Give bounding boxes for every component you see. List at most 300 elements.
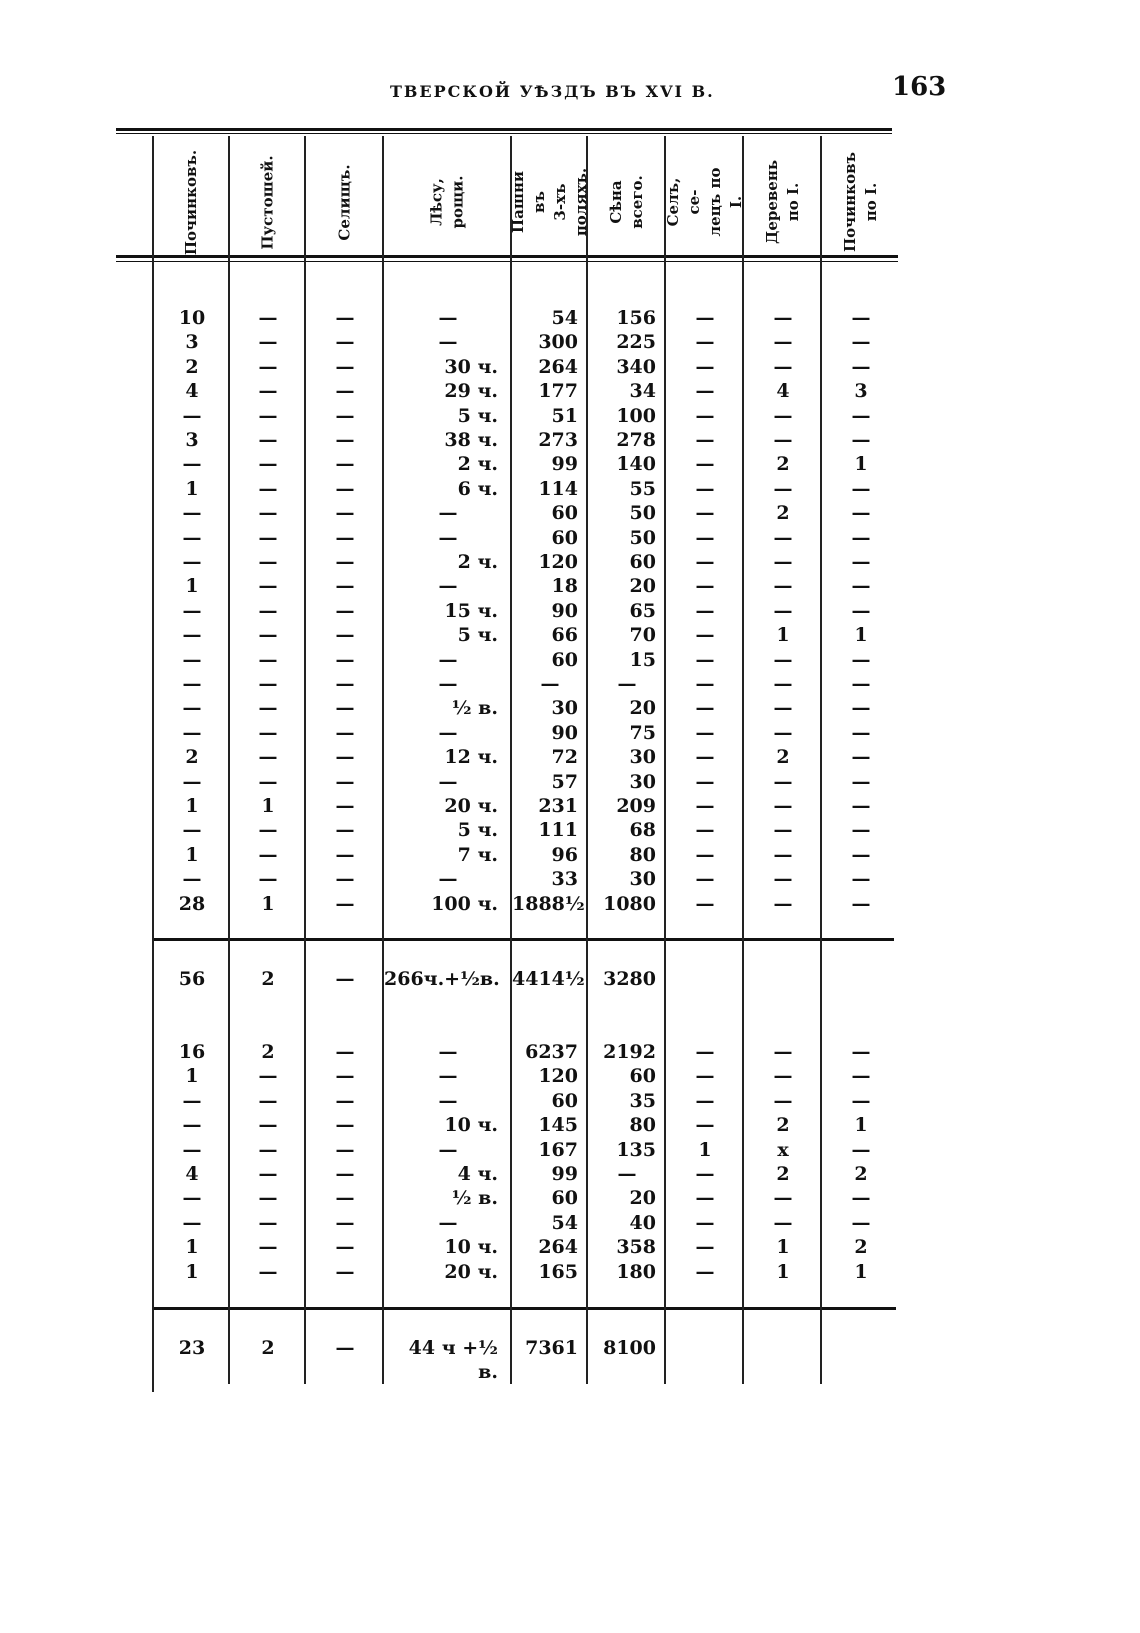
table-cell: 40 xyxy=(629,1211,656,1234)
column-header xyxy=(588,143,666,261)
table-cell: 2 xyxy=(776,453,790,476)
table-cell: — xyxy=(438,502,458,525)
table-cell: 57 xyxy=(551,770,578,793)
table-row xyxy=(154,1260,906,1284)
table-cell: — xyxy=(335,526,355,549)
table-cell: — xyxy=(773,721,793,744)
table-row xyxy=(154,550,906,574)
table-row xyxy=(154,477,906,501)
table-cell: — xyxy=(773,868,793,891)
table-cell: 2 xyxy=(854,1236,868,1259)
table-cell: — xyxy=(258,1236,278,1259)
column-header-label: Селищъ. xyxy=(335,163,354,241)
table-cell: 140 xyxy=(616,453,656,476)
table-cell: — xyxy=(695,307,715,329)
table-cell: — xyxy=(182,453,202,476)
table-row xyxy=(154,355,906,379)
table-cell: — xyxy=(851,1211,871,1234)
table-cell: — xyxy=(182,1187,202,1210)
table-cell: — xyxy=(851,697,871,720)
table-cell: 80 xyxy=(629,843,656,866)
table-cell: — xyxy=(773,892,793,915)
table-row xyxy=(154,672,906,696)
table-cell: — xyxy=(335,673,355,695)
table-cell: — xyxy=(335,843,355,866)
table-cell: 65 xyxy=(629,599,656,622)
table-row xyxy=(154,770,906,794)
table-cell: — xyxy=(438,575,458,598)
table-cell: 4 xyxy=(185,1163,199,1185)
table-row xyxy=(154,843,906,867)
table-cell: 120 xyxy=(538,1065,578,1088)
table-cell: — xyxy=(182,819,202,842)
table-cell: — xyxy=(773,599,793,622)
table-cell: — xyxy=(258,1065,278,1088)
table-cell: — xyxy=(258,1163,278,1185)
table-row xyxy=(154,379,906,403)
table-cell: — xyxy=(335,551,355,573)
table-cell: — xyxy=(335,1187,355,1210)
table-cell: — xyxy=(335,429,355,451)
column-header xyxy=(154,143,230,261)
table-cell: — xyxy=(438,721,458,744)
table-cell: — xyxy=(438,331,458,354)
table-cell: — xyxy=(773,697,793,720)
table-cell: — xyxy=(851,746,871,769)
table-cell: — xyxy=(773,648,793,671)
table-row xyxy=(154,745,906,769)
section-rule-b xyxy=(154,1307,896,1310)
table-cell: 20 xyxy=(629,697,656,720)
table-cell: — xyxy=(695,1211,715,1234)
table-cell: — xyxy=(258,331,278,354)
table-cell: — xyxy=(335,1114,355,1137)
table-cell: 60 xyxy=(551,1089,578,1112)
table-cell: — xyxy=(335,746,355,769)
table-cell: — xyxy=(182,551,202,573)
table-cell: 100 ч. xyxy=(431,892,498,915)
table-cell: 6 ч. xyxy=(457,477,498,500)
table-cell: — xyxy=(182,868,202,891)
table-cell: 72 xyxy=(551,746,578,769)
table-cell: 2 xyxy=(776,502,790,525)
table-cell: — xyxy=(773,673,793,695)
table-cell: — xyxy=(335,721,355,744)
table-cell: 60 xyxy=(629,551,656,573)
table-cell: 20 ч. xyxy=(444,1260,498,1283)
table-cell: — xyxy=(695,1065,715,1088)
table-cell: — xyxy=(695,721,715,744)
table-cell: 273 xyxy=(538,429,578,451)
table-cell: 75 xyxy=(629,721,656,744)
table-cell: — xyxy=(182,648,202,671)
table-cell xyxy=(666,1336,744,1360)
table-row xyxy=(154,1162,906,1186)
table-cell: 278 xyxy=(616,429,656,451)
table-cell: 340 xyxy=(616,355,656,378)
table-cell: — xyxy=(851,1089,871,1112)
table-cell: — xyxy=(335,1236,355,1259)
table-cell: — xyxy=(182,1138,202,1161)
table-cell: — xyxy=(695,502,715,525)
table-cell: — xyxy=(773,1065,793,1088)
table-cell: — xyxy=(695,1089,715,1112)
table-cell: — xyxy=(438,1041,458,1063)
column-header-label: Сѣна всего. xyxy=(607,175,646,229)
table-cell: — xyxy=(438,1089,458,1112)
table-cell: — xyxy=(773,1041,793,1063)
table-cell: 50 xyxy=(629,526,656,549)
table-cell xyxy=(822,967,900,991)
table-cell: — xyxy=(695,599,715,622)
table-cell: 10 ч. xyxy=(444,1236,498,1259)
table-cell: — xyxy=(851,355,871,378)
table-cell: — xyxy=(258,453,278,476)
column-header xyxy=(822,143,900,261)
table-cell: 1 xyxy=(776,1236,790,1259)
table-cell: 68 xyxy=(629,819,656,842)
table-cell: — xyxy=(258,380,278,403)
table-cell: 15 ч. xyxy=(444,599,498,622)
table-cell: — xyxy=(695,1260,715,1283)
table-cell: — xyxy=(182,673,202,695)
table-cell: 1 xyxy=(185,575,199,598)
table-cell: — xyxy=(695,453,715,476)
table-cell: 1 xyxy=(776,624,790,647)
table-cell: — xyxy=(773,1089,793,1112)
table-cell: 2 xyxy=(854,1163,868,1185)
table-cell: — xyxy=(851,1041,871,1063)
table-cell: — xyxy=(773,819,793,842)
table-cell: — xyxy=(335,453,355,476)
table-cell: — xyxy=(695,892,715,915)
table-cell: — xyxy=(438,868,458,891)
table-cell: — xyxy=(773,404,793,427)
table-cell: — xyxy=(438,770,458,793)
table-cell: 1 xyxy=(854,624,868,647)
table-cell: — xyxy=(773,575,793,598)
table-cell: 6237 xyxy=(525,1041,578,1063)
table-cell: 1 xyxy=(185,1260,199,1283)
table-row xyxy=(154,1113,906,1137)
table-cell: 18 xyxy=(551,575,578,598)
table-cell: — xyxy=(773,429,793,451)
section-rule-a xyxy=(154,938,894,941)
table-cell: 111 xyxy=(538,819,578,842)
table-cell: 209 xyxy=(616,795,656,817)
table-cell: — xyxy=(695,1187,715,1210)
table-cell: — xyxy=(335,1260,355,1283)
table-row xyxy=(154,526,906,550)
table-cell: — xyxy=(851,1138,871,1161)
table-cell: — xyxy=(258,721,278,744)
table-cell: 54 xyxy=(551,307,578,329)
table-cell: — xyxy=(182,404,202,427)
table-cell: — xyxy=(182,770,202,793)
table-cell: 156 xyxy=(616,307,656,329)
table-cell: — xyxy=(438,1065,458,1088)
table-cell: — xyxy=(851,843,871,866)
table-cell: 90 xyxy=(551,599,578,622)
table-cell: 60 xyxy=(551,526,578,549)
table-cell xyxy=(744,1336,822,1360)
table-cell: — xyxy=(335,331,355,354)
table-cell: 16 xyxy=(178,1041,206,1063)
table-cell: 266ч.+½в. xyxy=(384,968,500,990)
table-cell: 56 xyxy=(178,968,206,990)
top-rule-thin xyxy=(116,133,892,134)
table-cell: ½ в. xyxy=(451,1187,498,1210)
table-cell: — xyxy=(773,1187,793,1210)
table-cell: — xyxy=(335,968,355,990)
table-cell: — xyxy=(258,599,278,622)
column-header-label: Пустошей. xyxy=(258,154,277,250)
table-cell: — xyxy=(335,1163,355,1185)
table-cell: — xyxy=(695,355,715,378)
table-row xyxy=(154,428,906,452)
table-cell: 1 xyxy=(261,892,275,915)
table-cell: 5 ч. xyxy=(457,404,498,427)
table-cell: 28 xyxy=(178,892,206,915)
table-cell: 2192 xyxy=(603,1041,656,1063)
table-cell: — xyxy=(851,648,871,671)
table-cell: — xyxy=(438,648,458,671)
table-cell: — xyxy=(258,477,278,500)
table-cell: — xyxy=(851,673,871,695)
table-cell: 99 xyxy=(551,1163,578,1185)
table-cell: — xyxy=(258,697,278,720)
table-cell: — xyxy=(182,1089,202,1112)
table-cell: — xyxy=(695,1163,715,1185)
table-cell: — xyxy=(695,477,715,500)
table-cell: 20 xyxy=(629,575,656,598)
table-cell: — xyxy=(695,331,715,354)
table-cell xyxy=(666,967,744,991)
top-rule xyxy=(116,128,892,131)
table-cell: — xyxy=(335,1211,355,1234)
table-cell: 100 xyxy=(616,404,656,427)
table-cell: — xyxy=(335,307,355,329)
table-cell: — xyxy=(258,624,278,647)
table-row xyxy=(154,306,906,330)
table-cell: 1 xyxy=(185,795,199,817)
table-cell: — xyxy=(258,1260,278,1283)
table-cell: 20 ч. xyxy=(444,795,498,817)
table-row xyxy=(154,623,906,647)
column-header-label: Лѣсу, рощи. xyxy=(427,175,467,229)
table-cell: — xyxy=(258,404,278,427)
table-cell: 60 xyxy=(629,1065,656,1088)
table-row xyxy=(154,892,906,916)
table-cell: 2 ч. xyxy=(457,453,498,476)
table-cell: — xyxy=(617,673,637,695)
table-cell: — xyxy=(258,526,278,549)
table-cell: — xyxy=(335,575,355,598)
table-cell: — xyxy=(335,1041,355,1063)
table-cell: 29 ч. xyxy=(444,380,498,403)
table-cell: — xyxy=(258,502,278,525)
table-cell: — xyxy=(851,819,871,842)
table-cell: — xyxy=(438,1211,458,1234)
column-header-label: Починковъ. xyxy=(182,149,201,255)
table-cell: — xyxy=(851,551,871,573)
table-cell: 30 ч. xyxy=(444,355,498,378)
table-cell: — xyxy=(258,868,278,891)
table-row xyxy=(154,967,906,991)
table-row xyxy=(154,794,906,818)
table-cell: 1080 xyxy=(603,892,656,915)
table-cell: — xyxy=(617,1163,637,1185)
table-cell: 1 xyxy=(185,477,199,500)
table-cell: 231 xyxy=(538,795,578,817)
table-cell: — xyxy=(773,355,793,378)
column-header xyxy=(666,143,744,261)
table-cell: — xyxy=(695,1041,715,1063)
table-cell: — xyxy=(851,868,871,891)
table-cell: — xyxy=(851,1065,871,1088)
table-cell: 20 xyxy=(629,1187,656,1210)
table-cell: — xyxy=(695,526,715,549)
table-row xyxy=(154,404,906,428)
table-cell: ½ в. xyxy=(451,697,498,720)
table-row xyxy=(154,1211,906,1235)
table-cell: 114 xyxy=(538,477,578,500)
table-cell: 1888½ xyxy=(512,892,585,915)
table-cell: — xyxy=(773,477,793,500)
table-cell: 2 xyxy=(261,1041,275,1063)
table-cell: — xyxy=(851,429,871,451)
table-cell: 30 xyxy=(629,746,656,769)
table-cell: — xyxy=(258,1114,278,1137)
table-cell: 2 xyxy=(776,1163,790,1185)
table-cell: — xyxy=(335,380,355,403)
table-cell: — xyxy=(335,599,355,622)
table-cell: 30 xyxy=(551,697,578,720)
table-cell: — xyxy=(335,624,355,647)
table-cell: — xyxy=(258,1089,278,1112)
table-cell: 1 xyxy=(698,1138,712,1161)
table-cell: — xyxy=(335,1138,355,1161)
table-cell: 10 xyxy=(178,307,206,329)
table-cell: 5 ч. xyxy=(457,819,498,842)
table-cell: — xyxy=(851,404,871,427)
table-cell: 2 xyxy=(185,355,199,378)
table-row xyxy=(154,1040,906,1064)
table-cell: — xyxy=(182,1114,202,1137)
table-cell: 38 ч. xyxy=(444,429,498,451)
table-cell: — xyxy=(258,819,278,842)
table-cell: 54 xyxy=(551,1211,578,1234)
table-cell: — xyxy=(258,1187,278,1210)
table-cell: — xyxy=(258,575,278,598)
table-cell: 99 xyxy=(551,453,578,476)
table-cell: — xyxy=(258,746,278,769)
column-header-label: Пашни въ 3-хъ поляхъ. xyxy=(509,167,590,237)
table-cell: — xyxy=(773,843,793,866)
table-cell: — xyxy=(851,770,871,793)
table-cell xyxy=(822,1336,900,1360)
table-cell: — xyxy=(335,770,355,793)
table-cell: — xyxy=(851,502,871,525)
header-rule-thin xyxy=(116,261,898,262)
table-cell: — xyxy=(335,892,355,915)
table-cell: — xyxy=(182,599,202,622)
table-cell: — xyxy=(258,770,278,793)
table-row xyxy=(154,696,906,720)
table-cell: — xyxy=(335,648,355,671)
table-cell: — xyxy=(851,477,871,500)
table-cell: 3280 xyxy=(603,968,656,990)
table-cell: 358 xyxy=(616,1236,656,1259)
table-cell: 30 xyxy=(629,770,656,793)
table-cell: 50 xyxy=(629,502,656,525)
table-cell: — xyxy=(695,551,715,573)
table-cell: — xyxy=(258,429,278,451)
table-cell: — xyxy=(695,819,715,842)
table-cell: 167 xyxy=(538,1138,578,1161)
table-row xyxy=(154,452,906,476)
table-cell: 12 ч. xyxy=(444,746,498,769)
table-cell: — xyxy=(695,404,715,427)
column-header-label: Деревень по I. xyxy=(763,159,803,245)
table-row xyxy=(154,1138,906,1162)
table-cell: — xyxy=(258,1138,278,1161)
table-cell: 300 xyxy=(538,331,578,354)
table-cell: — xyxy=(335,795,355,817)
table-cell: 66 xyxy=(551,624,578,647)
table-cell: — xyxy=(258,551,278,573)
table-cell: — xyxy=(773,795,793,817)
table-cell: — xyxy=(335,1065,355,1088)
table-cell: — xyxy=(335,502,355,525)
table-cell: 4 ч. xyxy=(457,1163,498,1185)
table-row xyxy=(154,1064,906,1088)
table-cell: 2 xyxy=(185,746,199,769)
table-cell: 2 ч. xyxy=(457,551,498,573)
table-cell: — xyxy=(773,770,793,793)
table-cell: 33 xyxy=(551,868,578,891)
table-cell: — xyxy=(438,526,458,549)
table-cell: — xyxy=(258,648,278,671)
table-cell: 35 xyxy=(629,1089,656,1112)
table-cell: — xyxy=(438,673,458,695)
table-cell: 1 xyxy=(854,1114,868,1137)
column-header xyxy=(509,143,590,261)
table-cell: — xyxy=(695,380,715,403)
table-cell: 55 xyxy=(629,477,656,500)
table-row xyxy=(154,867,906,891)
table-cell: 60 xyxy=(551,502,578,525)
table-cell: — xyxy=(851,526,871,549)
table-cell: 23 xyxy=(178,1337,206,1359)
table-cell: 30 xyxy=(629,868,656,891)
table-row xyxy=(154,721,906,745)
table-row xyxy=(154,599,906,623)
table-cell: 1 xyxy=(185,843,199,866)
table-cell: — xyxy=(851,599,871,622)
table-cell: 96 xyxy=(551,843,578,866)
table-cell: 7361 xyxy=(525,1337,578,1359)
table-cell: — xyxy=(258,1211,278,1234)
table-cell: 4414½ xyxy=(512,968,585,990)
table-cell: 70 xyxy=(629,624,656,647)
table-cell: 44 ч +½ в. xyxy=(408,1337,498,1383)
table-cell: 4 xyxy=(776,380,790,403)
table-cell: — xyxy=(695,648,715,671)
column-header xyxy=(744,143,822,261)
table-cell: — xyxy=(773,331,793,354)
table-cell: 225 xyxy=(616,331,656,354)
